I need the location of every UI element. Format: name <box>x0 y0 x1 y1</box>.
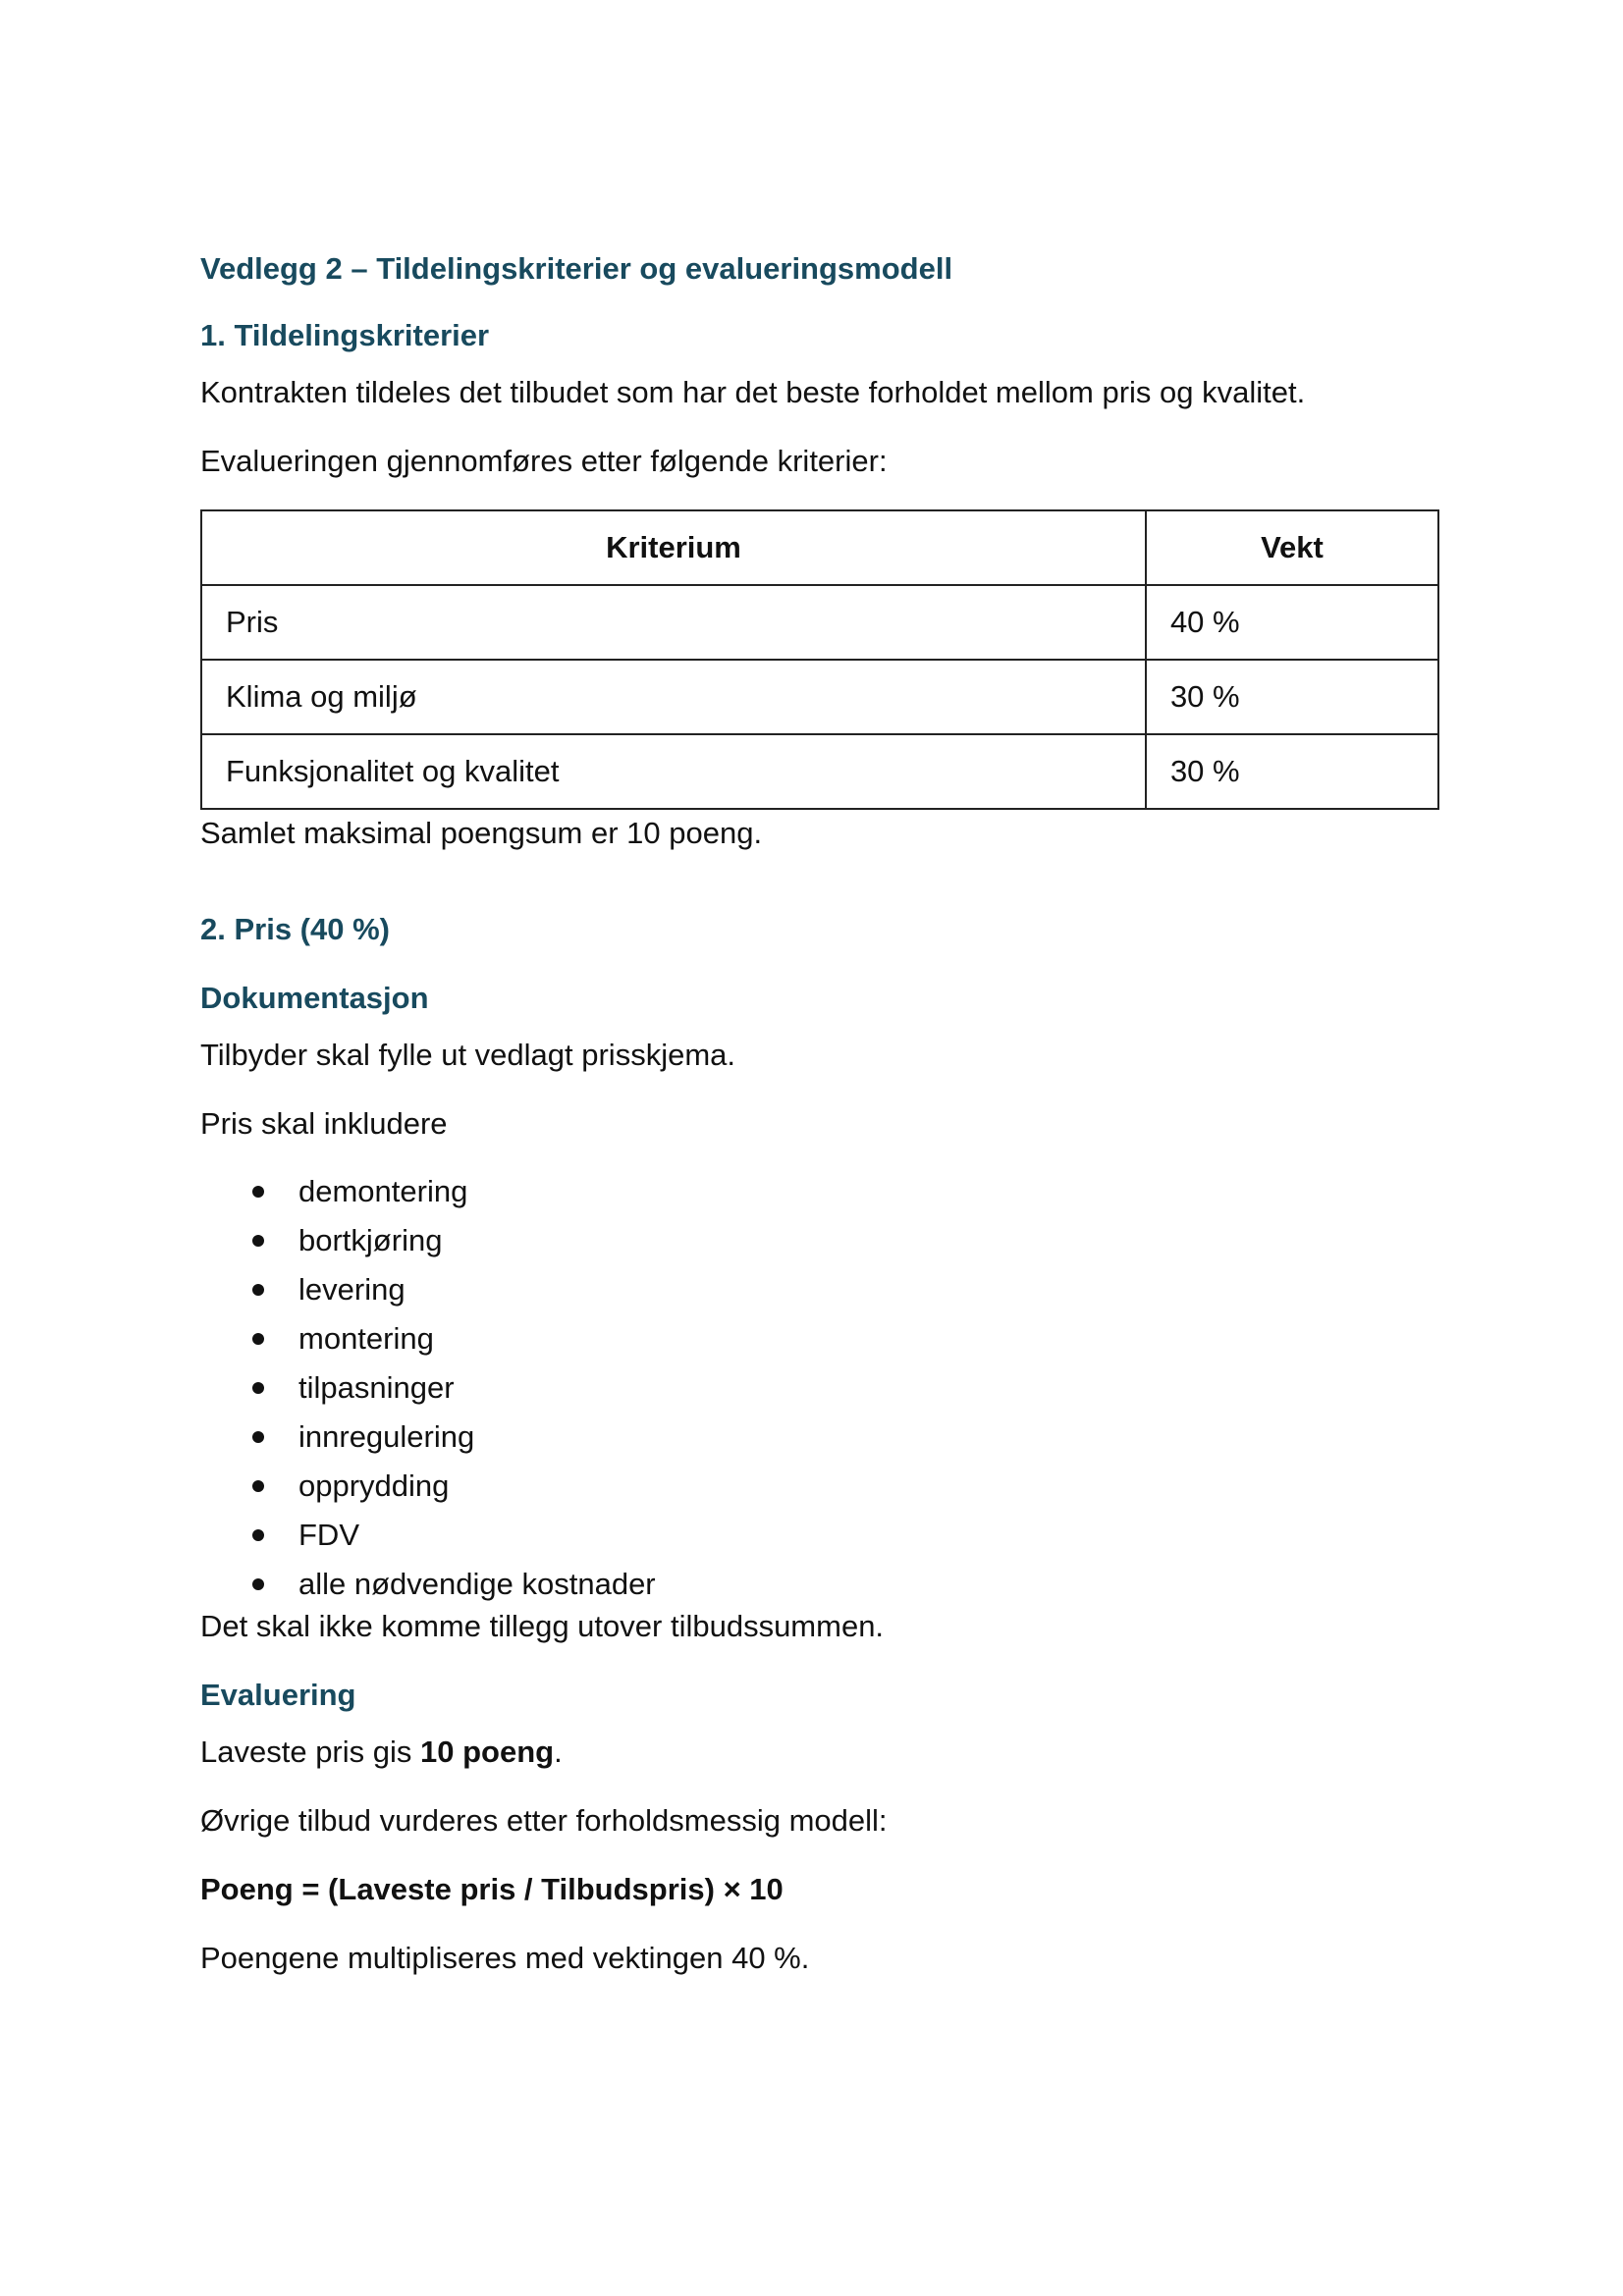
bullet-icon <box>252 1333 264 1345</box>
bullet-icon <box>252 1431 264 1443</box>
list-item: opprydding <box>200 1462 1439 1511</box>
list-item: FDV <box>200 1511 1439 1560</box>
score-formula: Poeng = (Laveste pris / Tilbudspris) × 10 <box>200 1872 784 1906</box>
list-item: levering <box>200 1265 1439 1314</box>
bullet-icon <box>252 1480 264 1492</box>
bullet-icon <box>252 1382 264 1394</box>
criteria-table <box>200 509 1439 810</box>
max-score-note: Samlet maksimal poengsum er 10 poeng. <box>200 816 763 850</box>
document-page <box>200 247 1439 1980</box>
list-item: bortkjøring <box>200 1216 1439 1265</box>
criteria-lead: Evalueringen gjennomføres etter følgende kriterier: <box>200 444 888 478</box>
intro-paragraph: Kontrakten tildeles det tilbudet som har det beste forholdet mellom pris og kvalitet. <box>200 375 1306 409</box>
bullet-icon <box>252 1578 264 1590</box>
subheading-evaluation: Evaluering <box>200 1678 356 1712</box>
no-extra-cost-paragraph: Det skal ikke komme tillegg utover tilbudssummen. <box>200 1609 885 1643</box>
points-value: 10 poeng <box>420 1735 555 1769</box>
price-include-lead: Pris skal inkludere <box>200 1106 448 1141</box>
table-row <box>201 734 1438 809</box>
list-item: demontering <box>200 1167 1439 1216</box>
table-header-row <box>201 510 1438 585</box>
bullet-icon <box>252 1284 264 1296</box>
table-row <box>201 585 1438 660</box>
bullet-icon <box>252 1186 264 1198</box>
list-item: innregulering <box>200 1413 1439 1462</box>
other-offers-paragraph: Øvrige tilbud vurderes etter forholdsmessig modell: <box>200 1803 888 1838</box>
list-item: montering <box>200 1314 1439 1363</box>
bullet-icon <box>252 1529 264 1541</box>
criterion-cell: Funksjonalitet og kvalitet <box>201 734 1146 809</box>
column-header-weight: Vekt <box>1146 510 1438 585</box>
bullet-icon <box>252 1235 264 1247</box>
criterion-cell: Klima og miljø <box>201 660 1146 734</box>
list-item: alle nødvendige kostnader <box>200 1560 1439 1609</box>
weight-cell: 30 % <box>1146 660 1438 734</box>
section-heading-price: 2. Pris (40 %) <box>200 912 390 946</box>
document-title: Vedlegg 2 – Tildelingskriterier og evalueringsmodell <box>200 251 953 286</box>
weight-cell: 40 % <box>1146 585 1438 660</box>
lowest-price-paragraph: Laveste pris gis 10 poeng. <box>200 1735 563 1769</box>
column-header-criterion: Kriterium <box>201 510 1146 585</box>
list-item: tilpasninger <box>200 1363 1439 1413</box>
weighting-paragraph: Poengene multipliseres med vektingen 40 %. <box>200 1941 810 1975</box>
table-row <box>201 660 1438 734</box>
criterion-cell: Pris <box>201 585 1146 660</box>
documentation-paragraph: Tilbyder skal fylle ut vedlagt prisskjema. <box>200 1038 735 1072</box>
price-include-list <box>200 1167 1439 1609</box>
subheading-documentation: Dokumentasjon <box>200 981 429 1015</box>
section-heading-criteria: 1. Tildelingskriterier <box>200 318 490 352</box>
weight-cell: 30 % <box>1146 734 1438 809</box>
